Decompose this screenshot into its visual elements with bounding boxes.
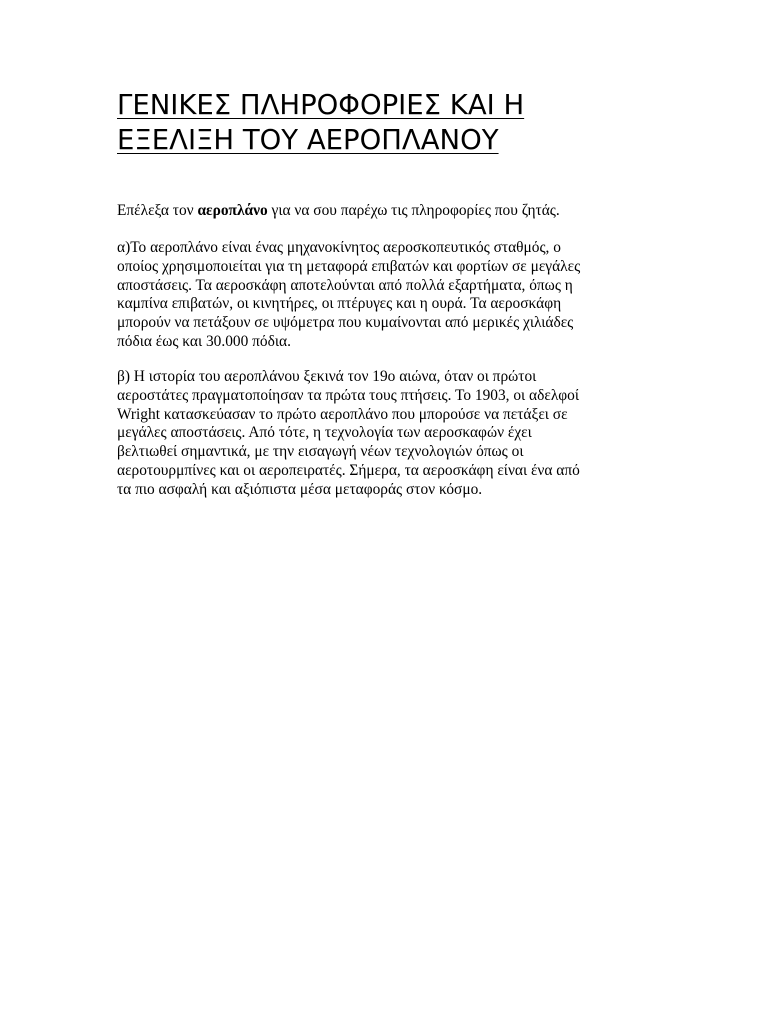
paragraph-a: α)Το αεροπλάνο είναι ένας μηχανοκίνητος αεροσκοπευτικός σταθμός, ο οποίος χρησιμοποιείται για τη μεταφορά επιβατών και φορτίων σε μεγάλες αποστάσεις. Τα αεροσκάφη αποτελούνται από πολλά εξαρτήματα, όπως η καμπίνα επιβατών, οι κινητήρες, οι πτέρυγες και η ουρά. Τα αεροσκάφη μπορούν να πετάξουν σε υψόμετρα που κυμαίνονται από μερικές χιλιάδες πόδια έως και 30.000 πόδια. <box>117 239 581 350</box>
paragraph-b-text: β) Η ιστορία του αεροπλάνου ξεκινά τον 19ο αιώνα, όταν οι πρώτοι αεροστάτες πραγματοποίησαν τα πρώτα τους πτήσεις. Το 1903, οι αδελφοί Wright κατασκεύασαν το πρώτο αεροπλάνο που μπορούσε να πετάξει σε μεγάλες αποστάσεις. Από τότε, η τεχνολογία των αεροσκαφών έχει βελτιωθεί σημαντικά, με την εισαγωγή νέων τεχνολογιών όπως οι αεροτουρμπίνες και οι αεροπειρατές. Σήμερα, τα αεροσκάφη είναι ένα από τα πιο ασφαλή και αξιόπιστα μέσα μεταφοράς στον κόσμο. <box>117 368 580 498</box>
document-title: ΓΕΝΙΚΕΣ ΠΛΗΡΟΦΟΡΙΕΣ ΚΑΙ Η ΕΞΕΛΙΞΗ ΤΟΥ ΑΕΡΟΠΛΑΝΟΥ <box>117 89 525 156</box>
intro-bold-word: αεροπλάνο <box>197 202 268 219</box>
paragraph-b <box>117 368 647 500</box>
intro-text-before: Επέλεξα τον <box>117 202 198 219</box>
intro-text-after: για να σου παρέχω τις πληροφορίες που ζητάς. <box>267 202 560 219</box>
intro-paragraph <box>117 202 647 221</box>
